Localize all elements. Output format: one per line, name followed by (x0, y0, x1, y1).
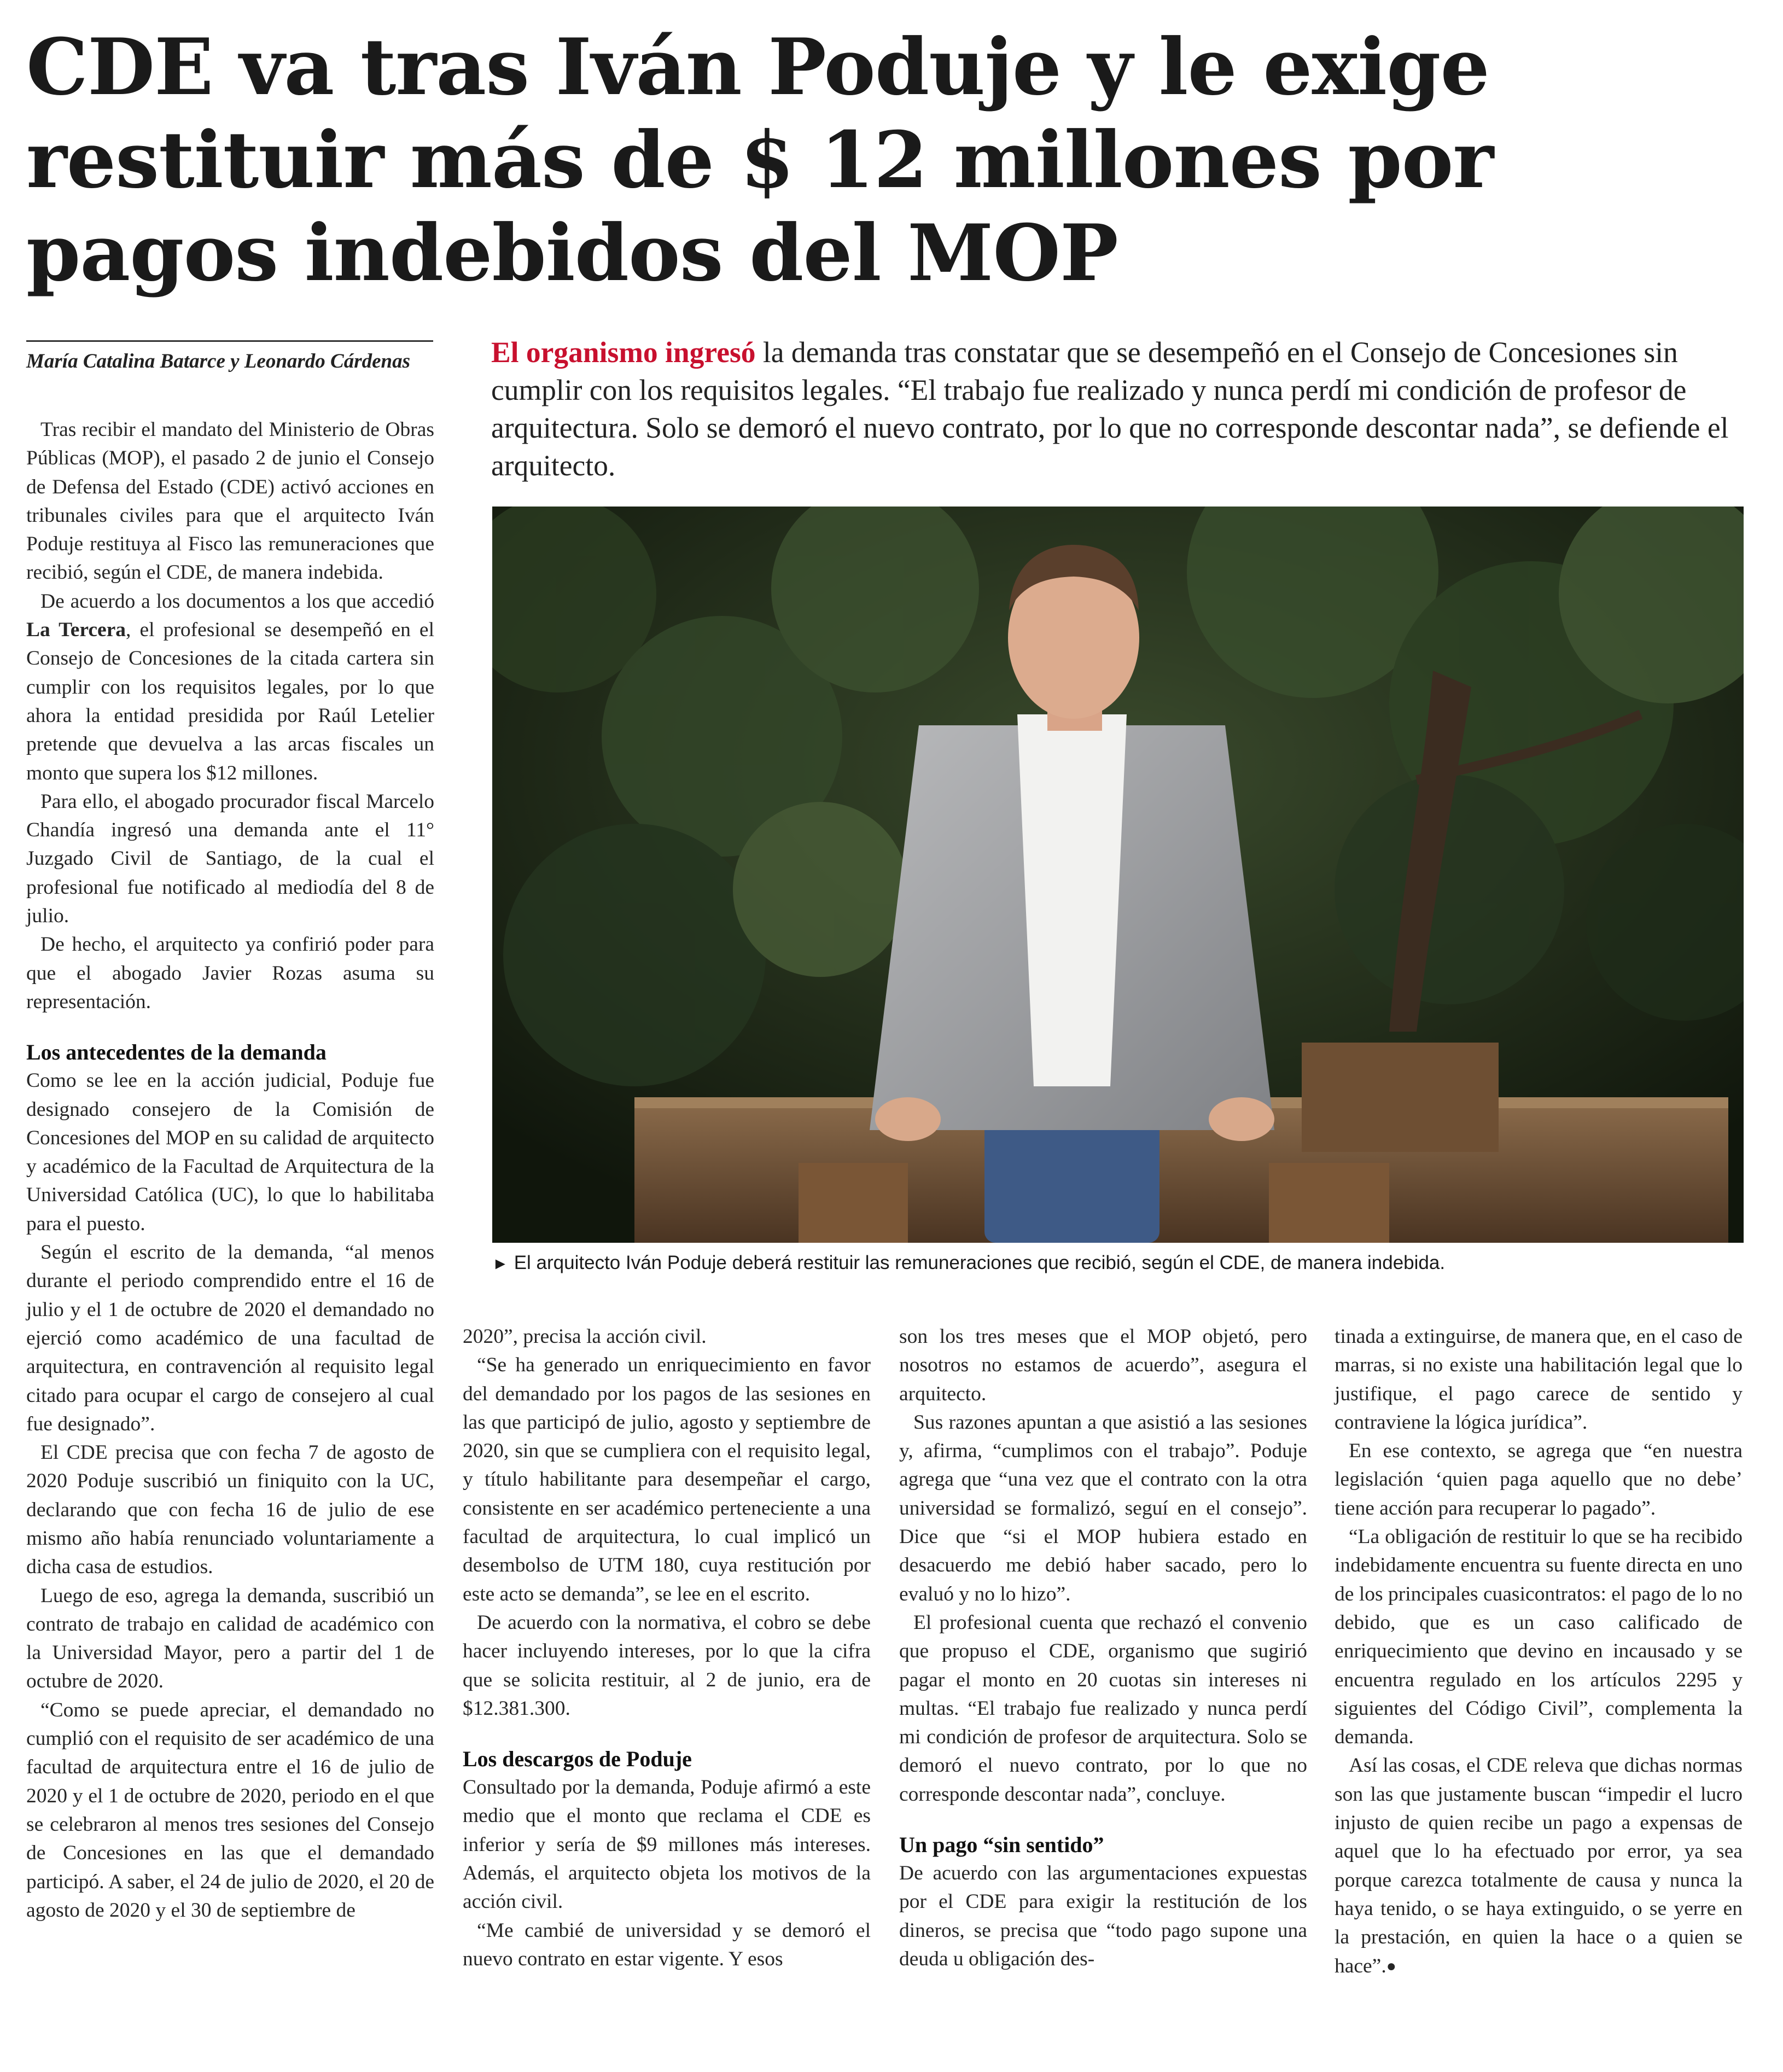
paragraph: Consultado por la demanda, Poduje afirmó a este medio que el monto que reclama el CDE es inferior y sería de $9 millones más intereses. Además, el arquitecto objeta los motivos de la acción civil. (463, 1776, 871, 1913)
subheading: Los descargos de Poduje (463, 1747, 692, 1772)
paragraph: “La obligación de restituir lo que se ha recibido indebidamente encuentra su fuente directa en uno de los principales cuasicontratos: el pago de lo no debido, que es un caso calificado de enriquecimiento que devino en incausado y se encuentra regulado en los artículos 2295 y siguientes del Código Civil”, complementa la demanda. (1335, 1526, 1743, 1749)
subheading: Un pago “sin sentido” (899, 1832, 1104, 1858)
paragraph: Para ello, el abogado procurador fiscal Marcelo Chandía ingresó una demanda ante el 11° Juzgado Civil de Santiago, de la cual el profesional fue notificado al mediodía del 8 de julio. (26, 790, 434, 928)
column-3 (899, 1323, 1307, 1974)
paragraph: Sus razones apuntan a que asistió a las sesiones y, afirma, “cumplimos con el trabajo”. Poduje agrega que “una vez que el contrato con la otra universidad se formalizó, seguí en el consejo”. Dice que “si el MOP hubiera estado en desacuerdo me debió haber sacado, pero lo evaluó y no lo hizo”. (899, 1411, 1307, 1605)
lead-text: la demanda tras constatar que se desempeñó en el Consejo de Concesiones sin cumplir con los requisitos legales. “El trabajo fue realizado y nunca perdí mi condición de profesor de arquitectura. Solo se demoró el nuevo contrato, por lo que no corresponde descontar nada”, se defiende el arquitecto. (491, 336, 1729, 482)
lead-highlight: El organismo ingresó (491, 336, 756, 369)
paragraph: “Como se puede apreciar, el demandado no cumplió con el requisito de ser académico de una facultad de arquitectura entre el 16 de julio de 2020 y el 1 de octubre de 2020, periodo en el que se celebraron al menos tres sesiones del Consejo de Concesiones en las que el demandado participó. A saber, el 24 de julio de 2020, el 20 de agosto de 2020 y el 30 de septiembre de (26, 1698, 434, 1922)
paragraph: Luego de eso, agrega la demanda, suscribió un contrato de trabajo en calidad de académico con la Universidad Mayor, pero a partir del 1 de octubre de 2020. (26, 1584, 434, 1693)
paragraph-text: De acuerdo a los documentos a los que accedió (40, 590, 434, 613)
end-dot-icon: ● (1386, 1957, 1396, 1975)
paragraph: De acuerdo con la normativa, el cobro se debe hacer incluyendo intereses, por lo que la cifra que se solicita restituir, al 2 de junio, era de $12.381.300. (463, 1611, 871, 1720)
paragraph: tinada a extinguirse, de manera que, en el caso de marras, si no existe una habilitación legal que lo justifique, el pago carece de sentido y contraviene la lógica jurídica”. (1335, 1325, 1743, 1434)
paragraph: De acuerdo con las argumentaciones expuestas por el CDE para exigir la restitución de los dineros, se precisa que “todo pago supone una deuda u obligación des- (899, 1862, 1307, 1970)
column-2 (463, 1323, 871, 1974)
paragraph: El CDE precisa que con fecha 7 de agosto de 2020 Poduje suscribió un finiquito con la UC, declarando que con fecha 16 de julio de ese mismo año había renunciado voluntariamente a dicha casa de estudios. (26, 1441, 434, 1579)
byline: María Catalina Batarce y Leonardo Cárdenas (26, 340, 433, 376)
photo-illustration (492, 507, 1744, 1243)
paragraph: “Se ha generado un enriquecimiento en favor del demandado por los pagos de las sesiones en las que participó de julio, agosto y septiembre de 2020, sin que se cumpliera con el requisito legal, y título habilitante para desempeñar el cargo, consistente en ser académico perteneciente a una facultad de arquitectura, lo cual implicó un desembolso de UTM 180, cuya restitución por este acto se demanda”, se lee en el escrito. (463, 1354, 871, 1605)
lead-paragraph (491, 334, 1744, 485)
paragraph: Según el escrito de la demanda, “al menos durante el periodo comprendido entre el 16 de julio y el 1 de octubre de 2020 el demandado no ejerció como académico de una facultad de arquitectura, en contravención al requisito legal citado para ocupar el cargo de consejero al cual fue designado”. (26, 1241, 434, 1435)
caption-text: El arquitecto Iván Poduje deberá restituir las remuneraciones que recibió, según el CDE, de manera indebida. (514, 1252, 1446, 1273)
column-4 (1335, 1323, 1743, 1981)
paragraph: 2020”, precisa la acción civil. (463, 1325, 707, 1348)
paragraph: Como se lee en la acción judicial, Poduje fue designado consejero de la Comisión de Concesiones del MOP en su calidad de arquitecto y académico de la Facultad de Arquitectura de la Universidad Católica (UC), lo que lo habilitaba para el puesto. (26, 1069, 434, 1235)
paragraph (26, 587, 434, 788)
paragraph: “Me cambié de universidad y se demoró el nuevo contrato en estar vigente. Y esos (463, 1919, 871, 1970)
triangle-pointer-icon: ► (492, 1255, 509, 1273)
paragraph (1335, 1751, 1743, 1980)
paragraph-text: Así las cosas, el CDE releva que dichas normas son las que justamente buscan “impedir el lucro injusto de quien recibe un pago a expensas de aquel que lo ha efectuado por error, ya sea porque carezca totalmente de causa y nunca la haya tenido, o se haya extinguido, o se yerre en la prestación, en quien la hace o a quien se hace”. (1335, 1754, 1743, 1977)
paragraph: Tras recibir el mandato del Ministerio de Obras Públicas (MOP), el pasado 2 de junio el Consejo de Defensa del Estado (CDE) activó acciones en tribunales civiles para que el arquitecto Iván Poduje restituya al Fisco las remuneraciones que recibió, según el CDE, de manera indebida. (26, 418, 434, 584)
paragraph: El profesional cuenta que rechazó el convenio que propuso el CDE, organismo que sugirió pagar el monto en 20 cuotas sin intereses ni multas. “El trabajo fue realizado y nunca perdí mi condición de profesor de arquitectura. Solo se demoró el nuevo contrato, por lo que no corresponde descontar nada”, concluye. (899, 1611, 1307, 1806)
paragraph-text: , el profesional se desempeñó en el Consejo de Concesiones de la citada cartera sin cumplir con los requisitos legales, por lo que ahora la entidad presidida por Raúl Letelier pretende que devuelva a las arcas fiscales un monto que supera los $12 millones. (26, 619, 434, 784)
article-photo (492, 507, 1744, 1243)
subheading: Los antecedentes de la demanda (26, 1040, 327, 1065)
photo-caption (492, 1250, 1744, 1277)
paragraph: son los tres meses que el MOP objetó, pero nosotros no estamos de acuerdo”, asegura el arquitecto. (899, 1325, 1307, 1405)
paragraph: En ese contexto, se agrega que “en nuestra legislación ‘quien paga aquello que no debe’ tiene acción para recuperar lo pagado”. (1335, 1440, 1743, 1520)
paragraph: De hecho, el arquitecto ya confirió poder para que el abogado Javier Rozas asuma su representación. (26, 933, 434, 1013)
column-1 (26, 416, 434, 1925)
headline: CDE va tras Iván Poduje y le exige restituir más de $ 12 millones por pagos indebidos del MOP (26, 22, 1494, 299)
newspaper-name: La Tercera (26, 619, 126, 642)
